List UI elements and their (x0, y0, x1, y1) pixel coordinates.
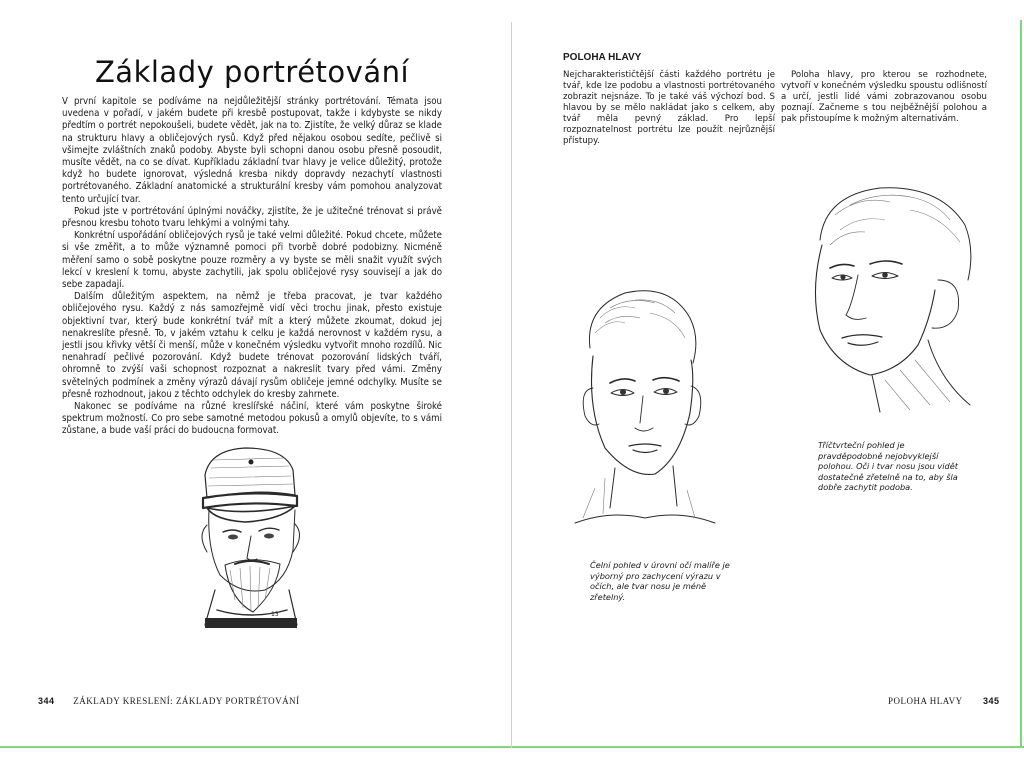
running-footer: ZÁKLADY KRESLENÍ: ZÁKLADY PORTRÉTOVÁNÍ (73, 696, 300, 706)
right-column-1 (563, 70, 775, 147)
page-title: Základy portrétování (94, 55, 410, 89)
scan-edge-line (512, 746, 1024, 748)
paragraph: Pokud jste v portrétování úplnými nováčky, zjistíte, že je užitečné trénovat si právě přesnou kresbu tohoto tvaru lehkými a volnými tahy. (62, 205, 442, 230)
page-number: 345 (983, 696, 1000, 706)
paragraph: Poloha hlavy, pro kterou se rozhodnete, vytvoří v konečném výsledku spoustu odlišností a určí, jestli lidé vámi zobrazovanou osobu poznají. Začneme s tou nejběžnější polohou a pak přistoupíme k možným alternativám. (781, 70, 987, 124)
svg-text:13: 13 (271, 611, 279, 618)
scan-edge-line (0, 746, 511, 748)
running-footer: POLOHA HLAVY (888, 696, 963, 706)
front-view-face-drawing (555, 278, 720, 528)
caption-three-quarter-view: Tříčtvrteční pohled je pravděpodobně nejobvyklejší polohou. Oči i tvar nosu jsou vidět dostatečně zřetelně na to, aby šla dobře zachytit podoba. (818, 440, 958, 493)
paragraph: Konkrétní uspořádání obličejových rysů je také velmi důležité. Pokud chcete, můžete si vše změřit, a to může významně pomoci při tvorbě dobré podobizny. Nicméně měření samo o sobě poskytne pouze rozměry a vy byste se měli snažit využít svých lekcí v kreslení k tomu, abyste zachytili, jak spolu obličejové rysy souvisejí a jak do sebe zapadají. (62, 230, 442, 291)
scan-edge-line (1020, 20, 1022, 748)
three-quarter-view-face-drawing (790, 180, 985, 415)
left-body-text (62, 96, 442, 438)
soldier-portrait-drawing (185, 440, 315, 640)
section-heading: POLOHA HLAVY (563, 52, 642, 63)
paragraph: Nakonec se podíváme na různé kreslířské náčiní, které vám poskytne široké spektrum možností. Co pro sebe samotné metodou pokusů a omylů objevíte, to s vámi zůstane, a bude vaší práci do budoucna formovat. (62, 401, 442, 437)
paragraph: V první kapitole se podíváme na nejdůležitější stránky portrétování. Témata jsou uvedena v pořadí, v jakém budete při kresbě postupovat, takže i kdybyste se nikdy předtím o portrét nepokoušeli, budete vědět, jak na to. Zjistíte, že velký důraz se klade na strukturu hlavy a obličejových rysů. Když před nějakou osobou sedíte, pečlivě si všimejte zvláštních znaků podoby. Abyste byli schopni danou osobu přesně posoudit, musíte vědět, na co se dívat. Kupříkladu základní tvar hlavy je velice důležitý, protože když ho budete ignorovat, výsledná kresba nikdy dopravdy nezachytí vlastnosti portrétovaného. Základní anatomické a strukturální kresby vám pomohou analyzovat tento určující tvar. (62, 96, 442, 205)
page-number: 344 (38, 696, 55, 706)
footer-left (38, 696, 300, 706)
page-gutter (511, 22, 512, 748)
paragraph: Nejcharakterističtější části každého portrétu je tvář, kde lze podobu a vlastnosti portrétovaného zobrazit nejsnáze. To je také váš výchozí bod. S hlavou by se mělo nakládat jako s celkem, aby tvář měla pevný základ. Pro lepší rozpoznatelnost portrétu lze použít nejrůznější přístupy. (563, 70, 775, 146)
footer-right (888, 696, 1000, 706)
caption-front-view: Čelní pohled v úrovni očí malíře je výborný pro zachycení výrazu v očích, ale tvar nosu je méně zřetelný. (590, 560, 730, 602)
paragraph: Dalším důležitým aspektem, na němž je třeba pracovat, je tvar každého obličejového rysu. Každý z nás samozřejmě vidí věci trochu jinak, přesto existuje objektivní tvar, který bude konkrétní tvář mít a který můžete zkoumat, dokud jej nenakreslíte přesně. To, v jakém vztahu k celku je každá nerovnost v každém rysu, a jestli jsou křivky větší či menší, může v konečném výsledku vytvořit mnoho rozdílů. Nic nenahradí pečlivé pozorování. Když budete trénovat pozorování lidských tváří, ohromně to zvýší vaši schopnost rozpoznat a nakreslit tvary před vámi. Změny světelných podmínek a změny výrazů dávají rysům obličeje jemné odchylky. Musíte se přesně rozhodnout, jakou z těchto odchylek do kresby zahrnete. (62, 291, 442, 400)
right-column-2 (781, 70, 987, 125)
